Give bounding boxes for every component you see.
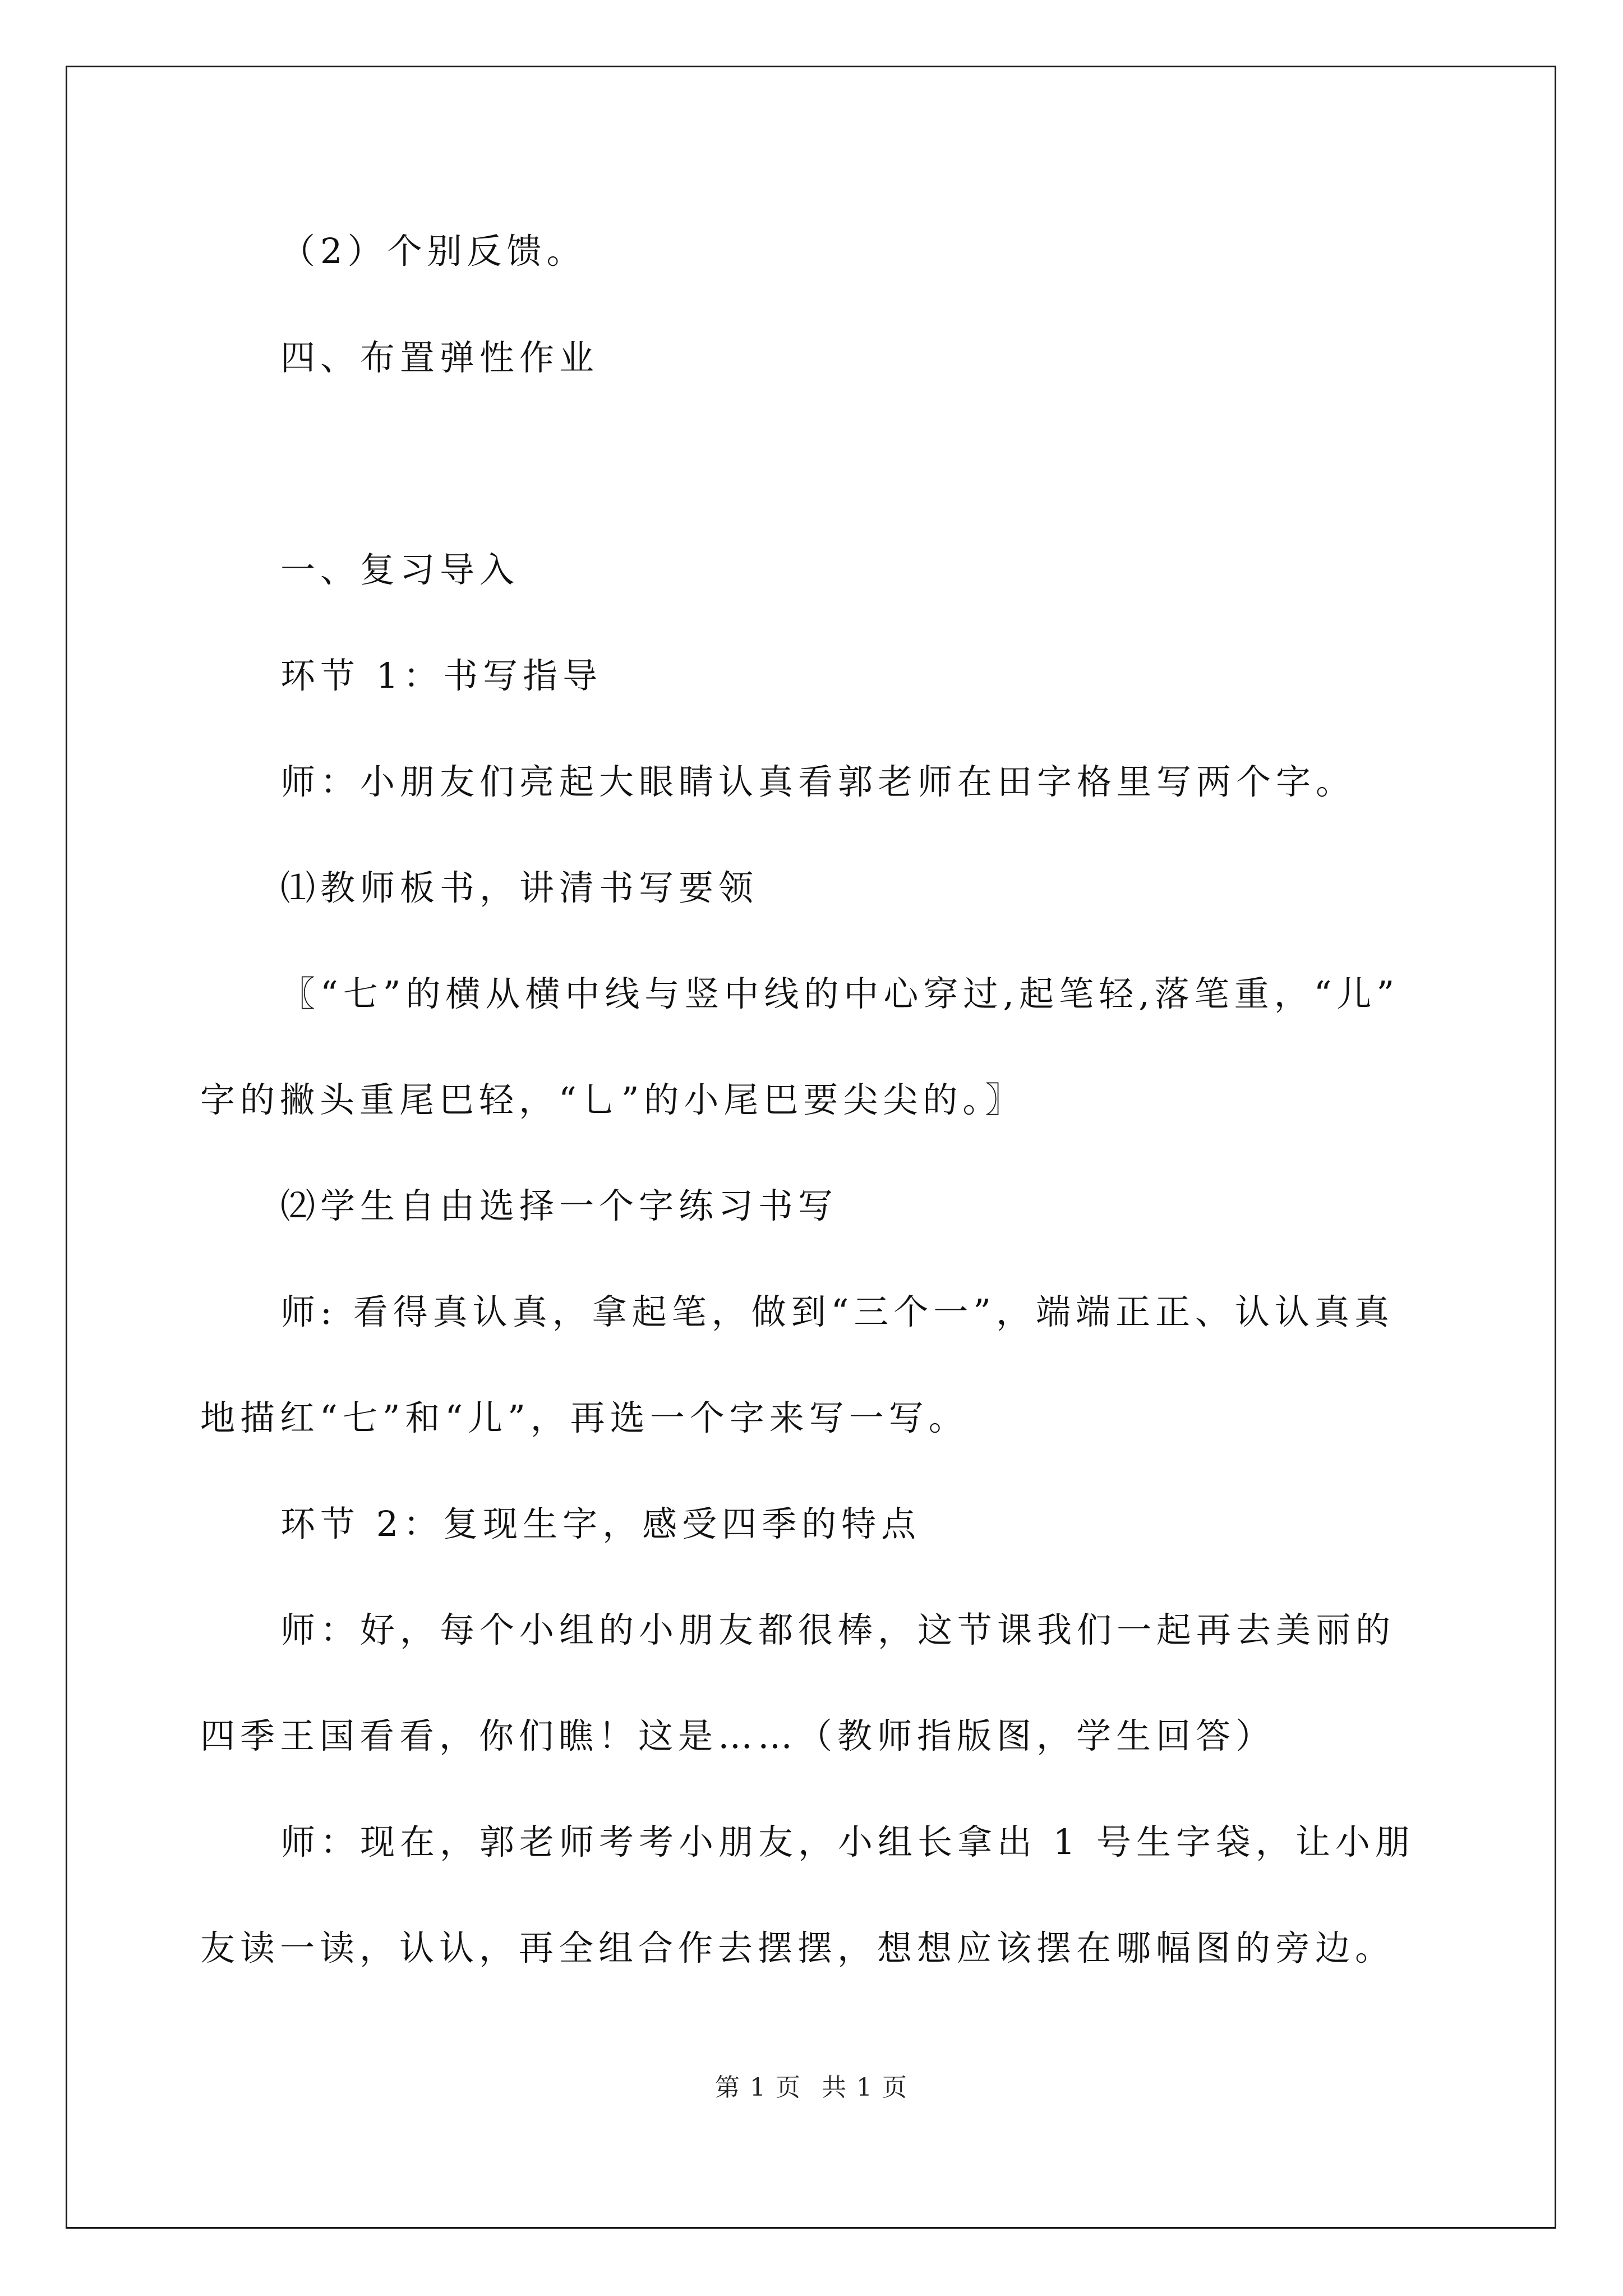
paragraph-teacher-4: 师：现在，郭老师考考小朋友，小组长拿出 1 号生字袋，让小朋 xyxy=(280,1821,1415,1862)
heading-step-1: 环节 1：书写指导 xyxy=(280,655,603,696)
page-total: 共 1 页 xyxy=(822,2073,908,2102)
paragraph-writing-tips: 〖“七”的横从横中线与竖中线的中心穿过,起笔轻,落笔重，“儿” xyxy=(280,973,1400,1014)
paragraph-teacher-1: 师：小朋友们亮起大眼睛认真看郭老师在田字格里写两个字。 xyxy=(280,761,1356,802)
heading-homework: 四、布置弹性作业 xyxy=(280,337,600,378)
paragraph-feedback: （2）个别反馈。 xyxy=(280,231,587,272)
paragraph-student-practice: ⑵学生自由选择一个字练习书写 xyxy=(280,1185,838,1226)
paragraph-teacher-4-cont: 友读一读，认认，再全组合作去摆摆，想想应该摆在哪幅图的旁边。 xyxy=(200,1927,1395,1968)
paragraph-teacher-3: 师：好，每个小组的小朋友都很棒，这节课我们一起再去美丽的 xyxy=(280,1609,1396,1650)
paragraph-teacher-2: 师: 看得真认真，拿起笔，做到“三个一”，端端正正、认认真真 xyxy=(280,1291,1394,1332)
paragraph-teacher-3-cont: 四季王国看看，你们瞧！这是……（教师指版图，学生回答） xyxy=(200,1715,1276,1756)
paragraph-writing-tips-cont: 字的撇头重尾巴轻，“乚”的小尾巴要尖尖的。〗 xyxy=(200,1079,1025,1120)
page-footer xyxy=(0,2071,1623,2105)
paragraph-board-writing: ⑴教师板书，讲清书写要领 xyxy=(280,867,759,908)
paragraph-teacher-2-cont: 地描红“七”和“儿”，再选一个字来写一写。 xyxy=(200,1397,969,1438)
heading-step-2: 环节 2：复现生字，感受四季的特点 xyxy=(280,1503,921,1544)
page-number: 第 1 页 xyxy=(715,2073,801,2102)
heading-review-intro: 一、复习导入 xyxy=(280,549,520,590)
